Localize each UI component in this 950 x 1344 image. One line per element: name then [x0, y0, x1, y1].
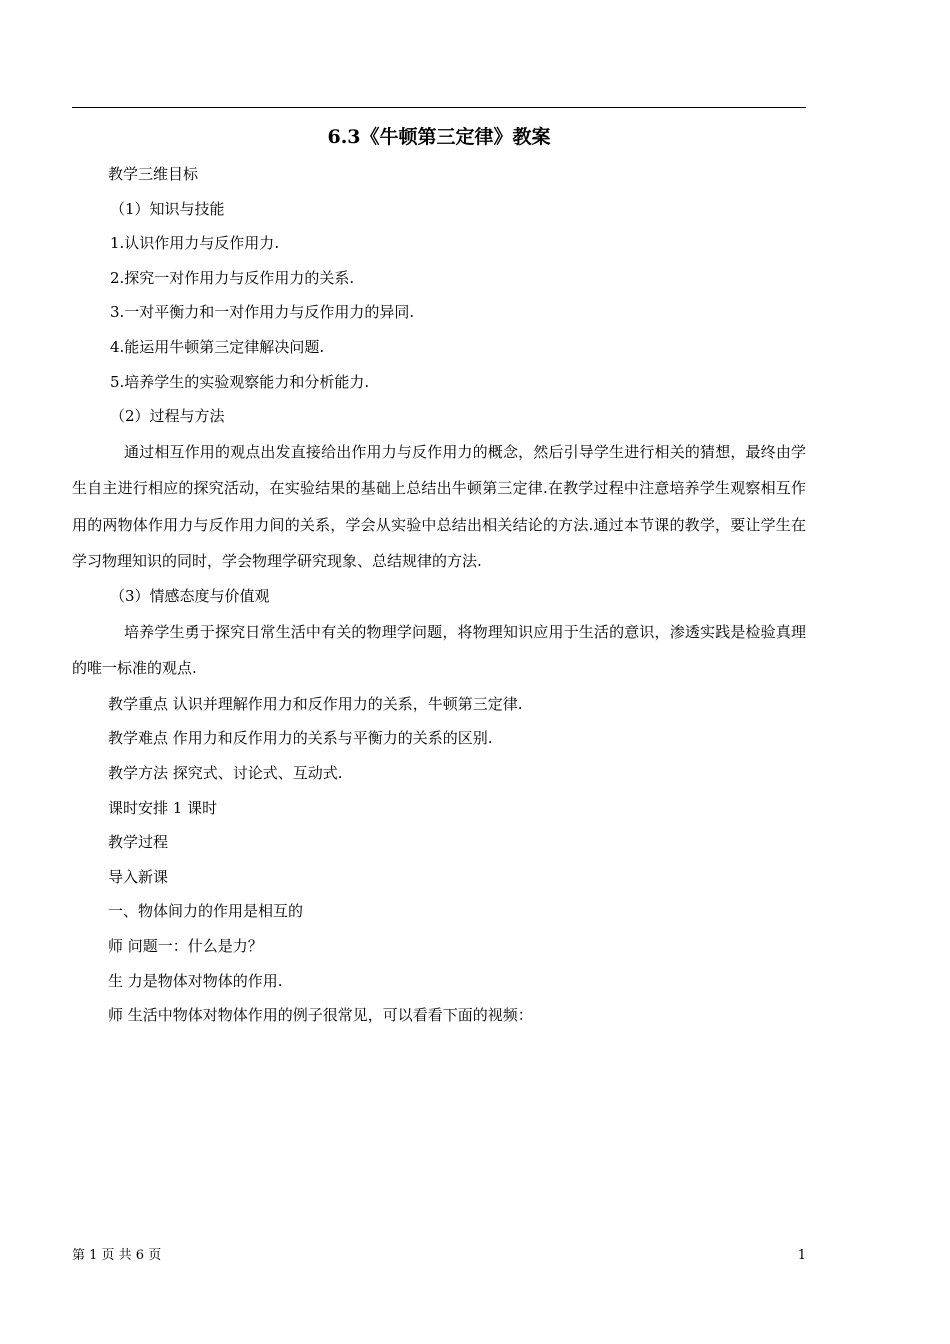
- intro-heading: 导入新课: [108, 867, 169, 886]
- teaching-key-point: 教学重点 认识并理解作用力和反作用力的关系，牛顿第三定律.: [108, 694, 523, 713]
- subheading-knowledge: （1）知识与技能: [110, 199, 225, 218]
- paragraph-attitude: 培养学生勇于探究日常生活中有关的物理学问题，将物理知识应用于生活的意识，渗透实践是检验真理的唯一标准的观点.: [72, 622, 806, 678]
- objective-item: 3.一对平衡力和一对作用力与反作用力的异同.: [110, 303, 415, 322]
- objective-item: 4.能运用牛顿第三定律解决问题.: [110, 337, 325, 356]
- document-body: [72, 157, 806, 1033]
- dialogue-line: 师 生活中物体对物体作用的例子很常见，可以看看下面的视频：: [108, 1006, 533, 1025]
- objective-item: 2.探究一对作用力与反作用力的关系.: [110, 268, 355, 287]
- teaching-method: 教学方法 探究式、讨论式、互动式.: [108, 763, 343, 782]
- section-one-heading: 一、物体间力的作用是相互的: [108, 902, 304, 921]
- subheading-process: （2）过程与方法: [110, 407, 225, 426]
- objective-item: 1.认识作用力与反作用力.: [110, 234, 280, 253]
- subheading-attitude: （3）情感态度与价值观: [110, 587, 270, 606]
- footer-page-number: 1: [797, 1248, 806, 1263]
- footer-page-info: 第 1 页 共 6 页: [72, 1248, 162, 1263]
- paragraph-process: 通过相互作用的观点出发直接给出作用力与反作用力的概念，然后引导学生进行相关的猜想，最终由学生自主进行相应的探究活动，在实验结果的基础上总结出牛顿第三定律.在教学过程中注意培养学生观察相互作用的两物体作用力与反作用力间的关系，学会从实验中总结出相关结论的方法.通过本节课的教学，要让学生在学习物理知识的同时，学会物理学研究现象、总结规律的方法.: [72, 442, 806, 570]
- teaching-process-heading: 教学过程: [108, 833, 169, 852]
- section-heading-objectives: 教学三维目标: [108, 165, 199, 183]
- document-title: 6.3《牛顿第三定律》教案: [327, 126, 551, 148]
- objective-item: 5.培养学生的实验观察能力和分析能力.: [110, 372, 370, 391]
- header-rule: [72, 107, 806, 108]
- class-schedule: 课时安排 1 课时: [108, 798, 218, 817]
- teaching-difficulty: 教学难点 作用力和反作用力的关系与平衡力的关系的区别.: [108, 729, 493, 748]
- dialogue-line: 生 力是物体对物体的作用.: [108, 971, 283, 990]
- dialogue-line: 师 问题一：什么是力？: [108, 936, 263, 955]
